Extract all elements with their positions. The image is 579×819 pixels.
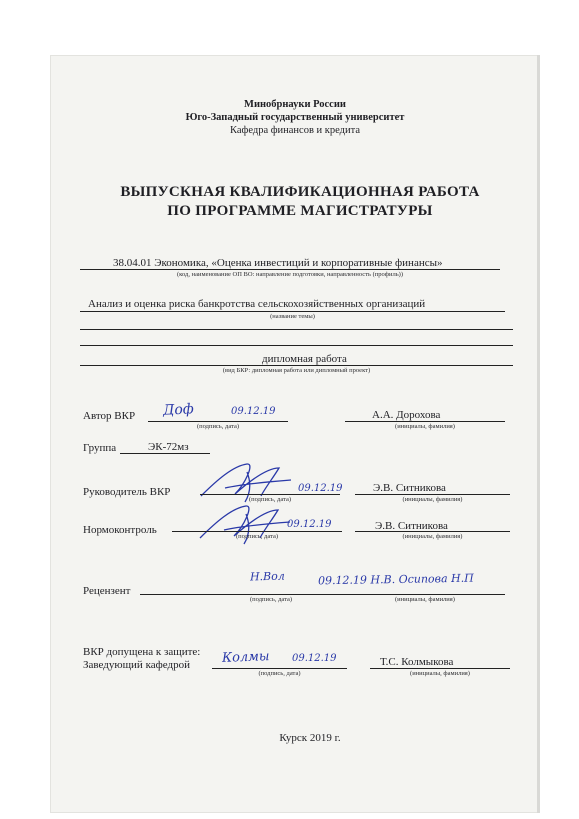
reviewer-sign-caption: (подпись, дата) [250, 596, 293, 603]
program-underline [80, 269, 500, 270]
head-sign-line [212, 668, 347, 669]
document-sheet [50, 55, 540, 813]
group-underline [120, 453, 210, 454]
head-name-caption: (инициалы, фамилия) [410, 670, 470, 677]
admission-label: ВКР допущена к защите: [83, 646, 201, 658]
head-sign-date: 09.12.19 [292, 653, 337, 664]
supervisor-name: Э.В. Ситникова [373, 482, 446, 494]
reviewer-handwritten: 09.12.19 Н.В. Осипова Н.П [317, 571, 474, 588]
topic-line-2 [80, 329, 513, 330]
sheet-edge [537, 55, 540, 813]
head-name: Т.С. Колмыкова [380, 656, 454, 668]
university-name: Юго-Западный государственный университет [185, 112, 405, 123]
author-sign-line [148, 421, 288, 422]
normcontrol-name: Э.В. Ситникова [375, 520, 448, 532]
author-sign-date: 09.12.19 [231, 406, 276, 417]
city-year: Курск 2019 г. [279, 732, 341, 744]
topic-underline [80, 311, 505, 312]
reviewer-underline [140, 594, 505, 595]
program-caption: (код, наименование ОП ВО: направление подготовки, направленность (профиль)) [177, 271, 403, 278]
supervisor-name-caption: (инициалы, фамилия) [402, 496, 463, 503]
normcontrol-name-line [355, 531, 510, 532]
normcontrol-sign-date: 09.12.19 [287, 519, 332, 530]
normcontrol-sign-line [172, 531, 342, 532]
ministry-name: Минобрнауки России [244, 99, 346, 110]
head-of-department-label: Заведующий кафедрой [83, 659, 190, 671]
department-name: Кафедра финансов и кредита [230, 125, 360, 136]
supervisor-sign-caption: (подпись, дата) [248, 496, 292, 503]
supervisor-name-line [355, 494, 510, 495]
topic-line-3 [80, 345, 513, 346]
topic-caption: (название темы) [270, 313, 315, 320]
reviewer-signature: Н.Вол [249, 569, 285, 584]
author-name-line [345, 421, 505, 422]
title-line-2: ПО ПРОГРАММЕ МАГИСТРАТУРЫ [167, 203, 433, 219]
normcontrol-name-caption: (инициалы, фамилия) [402, 533, 463, 540]
supervisor-sign-date: 09.12.19 [298, 483, 343, 494]
work-type-underline [80, 365, 513, 366]
reviewer-label: Рецензент [83, 585, 131, 597]
group-value: ЭК-72мз [148, 441, 189, 453]
author-label: Автор ВКР [83, 410, 136, 422]
work-type-caption: (вид БКР: дипломная работа или дипломный проект) [222, 367, 371, 374]
supervisor-sign-line [200, 494, 340, 495]
group-label: Группа [83, 442, 117, 454]
author-sign-caption: (подпись, дата) [196, 423, 240, 430]
reviewer-name-caption: (инициалы, фамилия) [395, 596, 455, 603]
normcontrol-sign-caption: (подпись, дата) [235, 533, 279, 540]
author-name-caption: (инициалы, фамилия) [395, 423, 455, 430]
normcontrol-label: Нормоконтроль [83, 524, 157, 536]
head-sign-caption: (подпись, дата) [258, 670, 301, 677]
author-signature: Доф [162, 401, 195, 419]
head-signature: Колмы [221, 649, 270, 666]
supervisor-label: Руководитель ВКР [83, 486, 171, 498]
title-line-1: ВЫПУСКНАЯ КВАЛИФИКАЦИОННАЯ РАБОТА [120, 184, 480, 200]
topic-value: Анализ и оценка риска банкротства сельскохозяйственных организаций [88, 298, 426, 310]
program-value: 38.04.01 Экономика, «Оценка инвестиций и корпоративные финансы» [113, 257, 443, 269]
author-name: А.А. Дорохова [372, 409, 441, 421]
work-type-value: дипломная работа [262, 353, 347, 365]
head-name-line [370, 668, 510, 669]
